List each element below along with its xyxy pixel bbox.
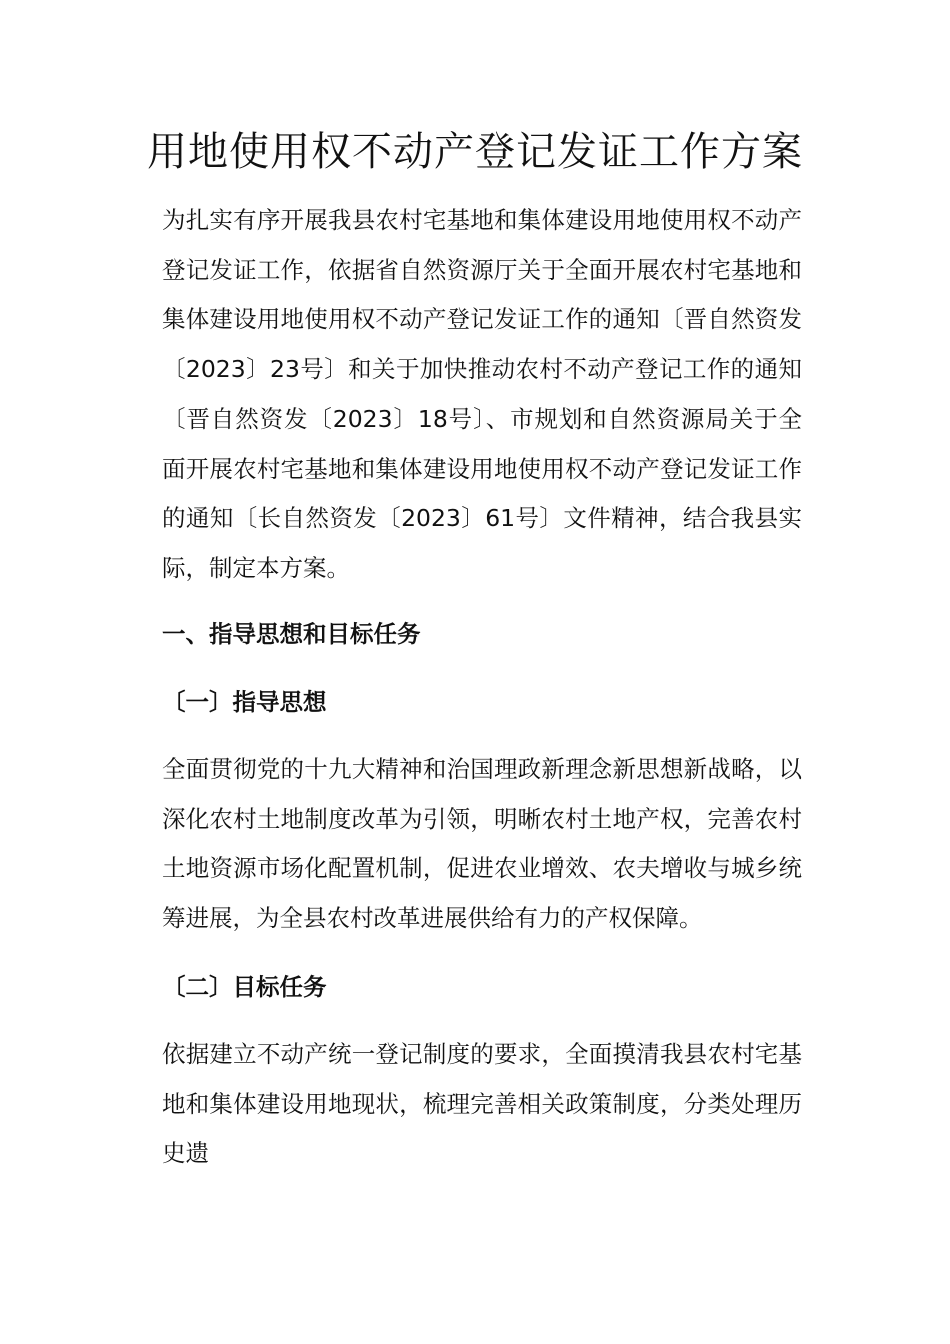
subsection-heading-guiding-ideology: 〔一〕指导思想 [162, 688, 327, 716]
subsection-heading-goals-and-tasks: 〔二〕目标任务 [162, 973, 327, 1001]
intro-paragraph: 为扎实有序开展我县农村宅基地和集体建设用地使用权不动产登记发证工作，依据省自然资源厅关于全面开展农村宅基地和集体建设用地使用权不动产登记发证工作的通知〔晋自然资发〔2023〕23号〕和关于加快推动农村不动产登记工作的通知〔晋自然资发〔2023〕18号〕、市规划和自然资源局关于全面开展农村宅基地和集体建设用地使用权不动产登记发证工作的通知〔长自然资发〔2023〕61号〕文件精神，结合我县实际，制定本方案。 [162, 206, 802, 582]
guiding-ideology-paragraph: 全面贯彻党的十九大精神和治国理政新理念新思想新战略，以深化农村土地制度改革为引领，明晰农村土地产权，完善农村土地资源市场化配置机制，促进农业增效、农夫增收与城乡统筹进展，为全县农村改革进展供给有力的产权保障。 [162, 755, 802, 933]
document-title: 用地使用权不动产登记发证工作方案 [147, 129, 803, 175]
goals-and-tasks-paragraph: 依据建立不动产统一登记制度的要求，全面摸清我县农村宅基地和集体建设用地现状，梳理完善相关政策制度，分类处理历史遗 [162, 1040, 802, 1168]
section-heading-guiding-ideology-and-goals: 一、指导思想和目标任务 [162, 620, 421, 648]
